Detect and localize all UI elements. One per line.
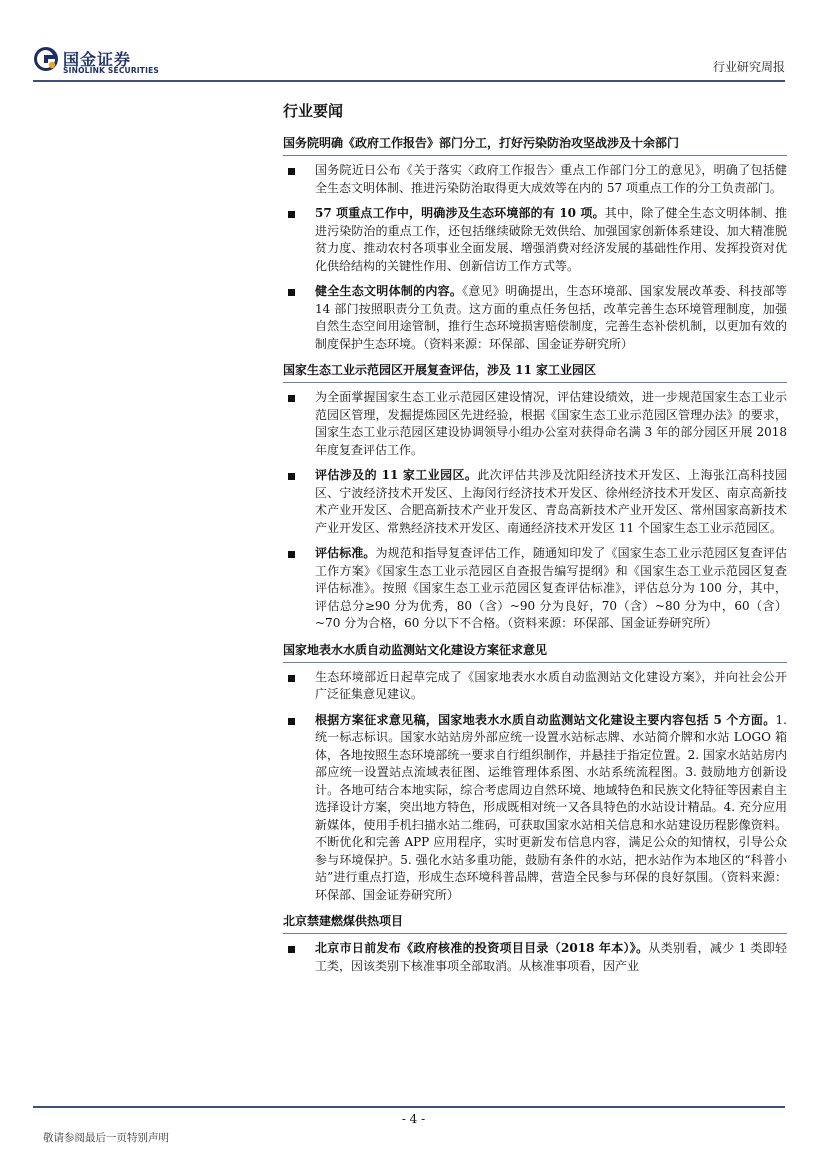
bullet-lead: 根据方案征求意见稿，国家地表水水质自动监测站文化建设主要内容包括 5 个方面。 [315,712,776,727]
bullet-text: 《意见》明确提出，生态环境部、国家发展改革委、科技部等 14 部门按照职责分工负责。这方面的重点任务包括，改革完善生态环境管理制度，加强自然生态空间用途管制，推行生态环境损害赔偿制度，完善生态补偿机制，以更加有效的制度保护生态环境。（资料来源：环保部、国金证券研究所） [315,284,787,351]
logo-mark-icon [33,46,59,72]
news-headline: 国务院明确《政府工作报告》部门分工，打好污染防治攻坚战涉及十余部门 [283,134,787,156]
news-bullet [283,940,787,975]
news-item [283,134,787,353]
news-bullet [283,712,787,905]
bullet-square-icon [288,551,295,558]
header-divider [33,80,785,82]
news-bullet [283,162,787,197]
section-title: 行业要闻 [283,102,344,120]
bullet-text: 其中，除了健全生态文明体制、推进污染防治的重点工作，还包括继续破除无效供给、加强国家创新体系建设、加大精准脱贫力度、推动农村各项事业全面发展、增强消费对经济发展的基础性作用、发挥投资对优化供给结构的关键性作用、创新信访工作方式等。 [315,206,787,273]
bullet-text: 此次评估共涉及沈阳经济技术开发区、上海张江高科技园区、宁波经济技术开发区、上海闵行经济技术开发区、徐州经济技术开发区、南京高新技术产业开发区、合肥高新技术产业开发区、青岛高新技术产业开发区、常州国家高新技术产业开发区、常熟经济技术开发区、南通经济技术开发区 11 个国家生态工业示范园区。 [315,468,787,535]
bullet-text: 1. 统一标志标识。国家水站站房外部应统一设置水站标志牌、水站简介牌和水站 LOGO 箱体，各地按照生态环境部统一要求自行组织制作，并悬挂于指定位置。2. 国家水站站房内部应统一设置站点流域表征图、运维管理体系图、水站系统流程图。3. 鼓励地方创新设计。各地可结合本地实际，综合考虑周边自然环境、地域特色和民族文化特征等因素自主选择设计方案，突出地方特色，形成既相对统一又各具特色的水站设计精品。4. 充分应用新媒体，使用手机扫描水站二维码，可获取国家水站相关信息和水站建设历程影像资料。不断优化和完善 APP 应用程序，实时更新发布信息内容，满足公众的知情权，引导公众参与环境保护。5. 强化水站多重功能，鼓励有条件的水站，把水站作为本地区的“科普小站”进行重点打造，形成生态环境科普品牌，营造全民参与环保的良好氛围。（资料来源：环保部、国金证券研究所） [315,712,787,902]
bullet-lead: 评估涉及的 11 家工业园区。 [315,468,478,482]
news-bullet [283,205,787,275]
news-headline: 北京禁建燃煤供热项目 [283,912,787,934]
news-item [283,641,787,905]
company-logo [33,44,163,78]
bullet-lead: 北京市日前发布《政府核准的投资项目目录（2018 年本）》。 [315,941,649,955]
bullet-square-icon [288,718,295,725]
bullet-square-icon [288,395,295,402]
bullet-text: 生态环境部近日起草完成了《国家地表水水质自动监测站文化建设方案》，并向社会公开广泛征集意见建议。 [315,669,787,701]
footer-divider [33,1106,785,1108]
news-bullet [283,669,787,704]
bullet-square-icon [288,473,295,480]
report-type: 行业研究周报 [712,60,785,74]
news-item [283,912,787,975]
bullet-text: 为全面掌握国家生态工业示范园区建设情况，评估建设绩效，进一步规范国家生态工业示范园区管理，发掘提炼园区先进经验，根据《国家生态工业示范园区管理办法》的要求，国家生态工业示范园区建设协调领导小组办公室对获得命名满 3 年的部分园区开展 2018 年度复查评估工作。 [315,390,787,457]
logo-en-text: SINOLINK SECURITIES [63,66,160,75]
news-item [283,361,787,633]
news-bullet [283,545,787,633]
bullet-square-icon [288,211,295,218]
news-headline: 国家地表水水质自动监测站文化建设方案征求意见 [283,641,787,663]
bullet-square-icon [288,168,295,175]
bullet-text: 从类别看，减少 1 类即轻工类，因该类别下核准事项全部取消。从核准事项看，因产业 [315,941,787,973]
news-headline: 国家生态工业示范园区开展复查评估，涉及 11 家工业园区 [283,361,787,383]
news-bullet [283,389,787,459]
logo-cn-text: 国金证券 [63,50,132,69]
bullet-square-icon [288,675,295,682]
bullet-text: 为规范和指导复查评估工作，随通知印发了《国家生态工业示范园区复查评估工作方案》《国家生态工业示范园区自查报告编写提纲》和《国家生态工业示范园区复查评估标准》。按照《国家生态工业示范园区复查评估标准》，评估总分为 100 分，其中，评估总分≥90 分为优秀，80（含）~90 分为良好，70（含）~80 分为中，60（含）~70 分为合格，60 分以下不合格。（资料来源：环保部、国金证券研究所） [315,546,787,630]
main-content [283,100,787,983]
bullet-lead: 评估标准。 [315,546,376,560]
news-bullet [283,467,787,537]
bullet-lead: 57 项重点工作中，明确涉及生态环境部的有 10 项。 [315,206,605,220]
news-bullet [283,283,787,353]
bullet-square-icon [288,289,295,296]
bullet-lead: 健全生态文明体制的内容。 [315,284,463,298]
page-number: - 4 - [401,1112,426,1126]
disclaimer-note: 敬请参阅最后一页特别声明 [43,1132,169,1144]
bullet-text: 国务院近日公布《关于落实〈政府工作报告〉重点工作部门分工的意见》，明确了包括健全生态文明体制、推进污染防治取得更大成效等在内的 57 项重点工作的分工负责部门。 [315,163,787,195]
bullet-square-icon [288,946,295,953]
